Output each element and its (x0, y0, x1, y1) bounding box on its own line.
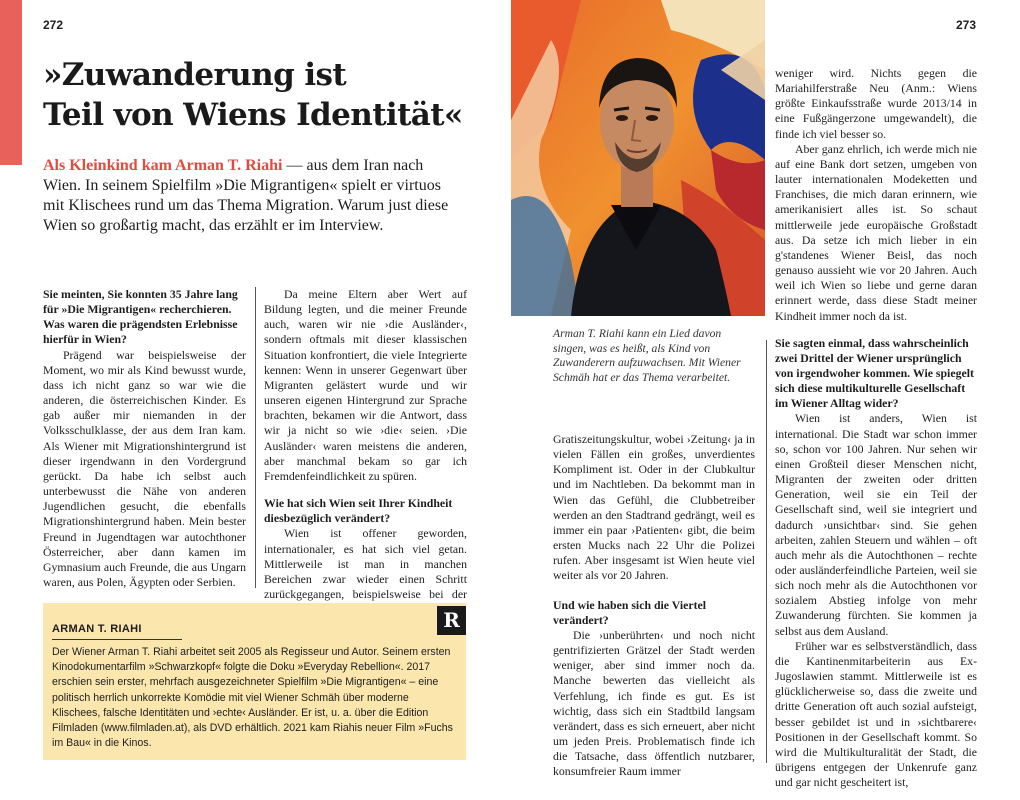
chapter-color-bar (0, 0, 22, 165)
interview-answer: Die ›unberührten‹ und noch nicht gentrifizierten Grätzel der Stadt werden weniger, aber sind immer noch da. Manche bewerten das vielleicht als Verfehlung, ich finde es gut. Es ist wichtig, dass sich ein Stadtbild langsam verändert, dass es sich erneuert, aber nicht um jeden Preis. Problematisch finde ich die Tatsache, dass öffentlich nutzbarer, konsumfreier Raum immer (553, 627, 755, 779)
interview-question: Sie meinten, Sie konnten 35 Jahre lang für »Die Migrantigen« recherchieren. Was waren die prägendsten Erlebnisse hierfür in Wien? (43, 287, 238, 347)
interview-answer: Aber ganz ehrlich, ich werde mich nie auf eine Bank dort setzen, umgeben von lauter internationalen Modeketten und Franchises, die mich daran erinnern, wie amerikanisiert alles ist. So schaut mittlerweile jede europäische Großstadt aus. Da setze ich mich lieber in ein g'standenes Wiener Beisl, das noch genauso aussieht wie vor 20 Jahren. Auch weil ich Wien so liebe und gerne daran erinnert werde, dass diese Stadt meiner Kindheit immer noch da ist. (775, 141, 977, 323)
text-column-4 (775, 66, 977, 790)
interview-question: Sie sagten einmal, dass wahrscheinlich zwei Drittel der Wiener ursprünglich von irgendwoher kommen. Wie spiegelt sich diese multikulturelle Gesellschaft im Wiener Alltag wider? (775, 335, 974, 411)
portrait-photo (511, 0, 765, 316)
headline-line-2: Teil von Wiens Identität« (43, 97, 463, 133)
photo-caption: Arman T. Riahi kann ein Lied davon singen, was es heißt, als Kind von Zuwanderern aufzuwachsen. Mit Wiener Schmäh hat er das Thema verarbeitet. (553, 327, 741, 384)
page-number-left: 272 (43, 18, 64, 32)
interview-answer: Wien ist anders, Wien ist international. Die Stadt war schon immer so, schon vor 100 Jahren. Nur sehen wir einen Großteil dieser Menschen nicht, Migranten der zweiten oder dritten Generation, weil sie ein Teil der Gesellschaft sind, weil sie integriert und dadurch ›unsichtbar‹ sind. Sie gehen arbeiten, zahlen Steuern und wählen – oft auch mehr als die Autochthonen – rechte oder ausländerfeindliche Parteien, weil sie sich noch mehr als die Autochthonen vor sozialem Abstieg infolge von mehr Zuwanderung fürchten. Sie kommen ja selbst aus dem Ausland. (775, 411, 977, 638)
intro-paragraph (43, 156, 463, 236)
interview-answer: Prägend war beispielsweise der Moment, wo mir als Kind bewusst wurde, dass ich nicht ganz so war wie die anderen, die österreichischen Kinder. Es gab außer mir niemanden in der Volksschulklasse, der aus dem Iran kam. Als Wiener mit Migrationshintergrund ist dieser irgendwann in den Vordergrund gerückt. Da habe ich selbst auch unterbewusst die Nähe von anderen Jugendlichen gesucht, die ebenfalls Migrationshintergrund haben. Mein bester Freund in Jugendtagen war autochthoner Österreicher, aber dann kamen im Gymnasium auch Freunde, die aus Ungarn waren, aus Polen, Ägypten oder Serbien. (43, 347, 246, 589)
info-box-title: ARMAN T. RIAHI (52, 623, 142, 635)
interview-answer: Gratiszeitungskultur, wobei ›Zeitung‹ ja in vielen Fällen ein großes, unverdientes Kompliment ist. Oder in der Clubkultur und im Nachtleben. Da bekommt man in Wien das Gefühl, die Clubbetreiber werden an den Stadtrand gedrängt, weil es immer ein paar ›Patienten‹ gibt, die beim ersten Mucks nach 22 Uhr die Polizei rufen. Aber insgesamt ist Wien heute viel weiter als vor 20 Jahren. (553, 432, 755, 583)
text-column-1 (43, 287, 246, 590)
text-column-2 (264, 287, 467, 617)
headline (43, 55, 503, 135)
column-divider (766, 340, 767, 763)
text-column-3 (553, 432, 755, 779)
headline-line-1: »Zuwanderung ist (43, 57, 347, 93)
intro-text: — aus dem Iran nach Wien. In seinem Spielfilm »Die Migrantigen« spielt er virtuos mit Klischees rund um das Thema Migration. Warum just diese Wien so großartig macht, das erzählt er im Interview. (43, 157, 449, 234)
info-box-title-rule (52, 639, 182, 640)
page-number-right: 273 (956, 18, 977, 32)
column-divider (255, 287, 256, 588)
interview-question: Wie hat sich Wien seit Ihrer Kindheit diesbezüglich verändert? (264, 496, 453, 526)
intro-lead: Als Kleinkind kam Arman T. Riahi (43, 157, 283, 174)
interview-question: Und wie haben sich die Viertel verändert? (553, 597, 707, 627)
interview-answer: weniger wird. Nichts gegen die Mariahilferstraße Neu (Anm.: Wiens größte Einkaufsstraße wurde 2013/14 in eine Fußgängerzone umgewandelt), die finde ich viel besser so. (775, 66, 977, 141)
info-box-text: Der Wiener Arman T. Riahi arbeitet seit 2005 als Regisseur und Autor. Seinem ersten Kinodokumentarfilm »Schwarzkopf« folgte die Doku »Everyday Rebellion«. 2017 erschien sein erster, mehrfach ausgezeichneter Spielfilm »Die Migrantigen« – eine politisch herrlich unkorrekte Komödie mit viel Wiener Schmäh über moderne Klischees, falsche Identitäten und ›echte‹ Ausländer. Er ist, u. a. über die Edition Filmladen (www.filmladen.at), als DVD erhältlich. 2021 kam Riahis neuer Film »Fuchs im Bau« in die Kinos. (52, 646, 453, 750)
portrait-illustration (511, 0, 765, 316)
info-badge-icon: R (437, 606, 466, 635)
info-box (43, 603, 466, 760)
interview-answer: Wien ist offener geworden, internationaler, es hat sich viel getan. Mittlerweile ist man in manchen Bereichen zwar wieder einen Schritt zurückgegangen, beispielsweise bei der (264, 526, 467, 601)
interview-answer: Früher war es selbstverständlich, dass die Kantinenmitarbeiterin aus Ex-Jugoslawien stammt. Mittlerweile ist es glücklicherweise so, dass die zweite und dritte Generation oft auch sozial aufsteigt, besser gebildet ist und in ›sichtbarere‹ Positionen in der Gesellschaft kommt. So wird die Multikulturalität der Stadt, die übrigens entgegen der Unkenrufe ganz und gar nicht gescheitert ist, (775, 638, 977, 790)
interview-answer: Da meine Eltern aber Wert auf Bildung legten, und die meiner Freunde auch, waren wir nie ›die Ausländer‹, sondern oftmals mit dieser klassischen Situation konfrontiert, die viele Integrierte kennen: Wenn in unserer Gegenwart über Migranten gelästert wurde und wir unseren eigenen Hintergrund zur Sprache brachten, bekamen wir die Antwort, dass wir ja nicht so wie ›die‹ seien. ›Die Ausländer‹ waren meistens die anderen, aber manchmal bekam so gar ich Fremdenfeindlichkeit zu spüren. (264, 287, 467, 483)
